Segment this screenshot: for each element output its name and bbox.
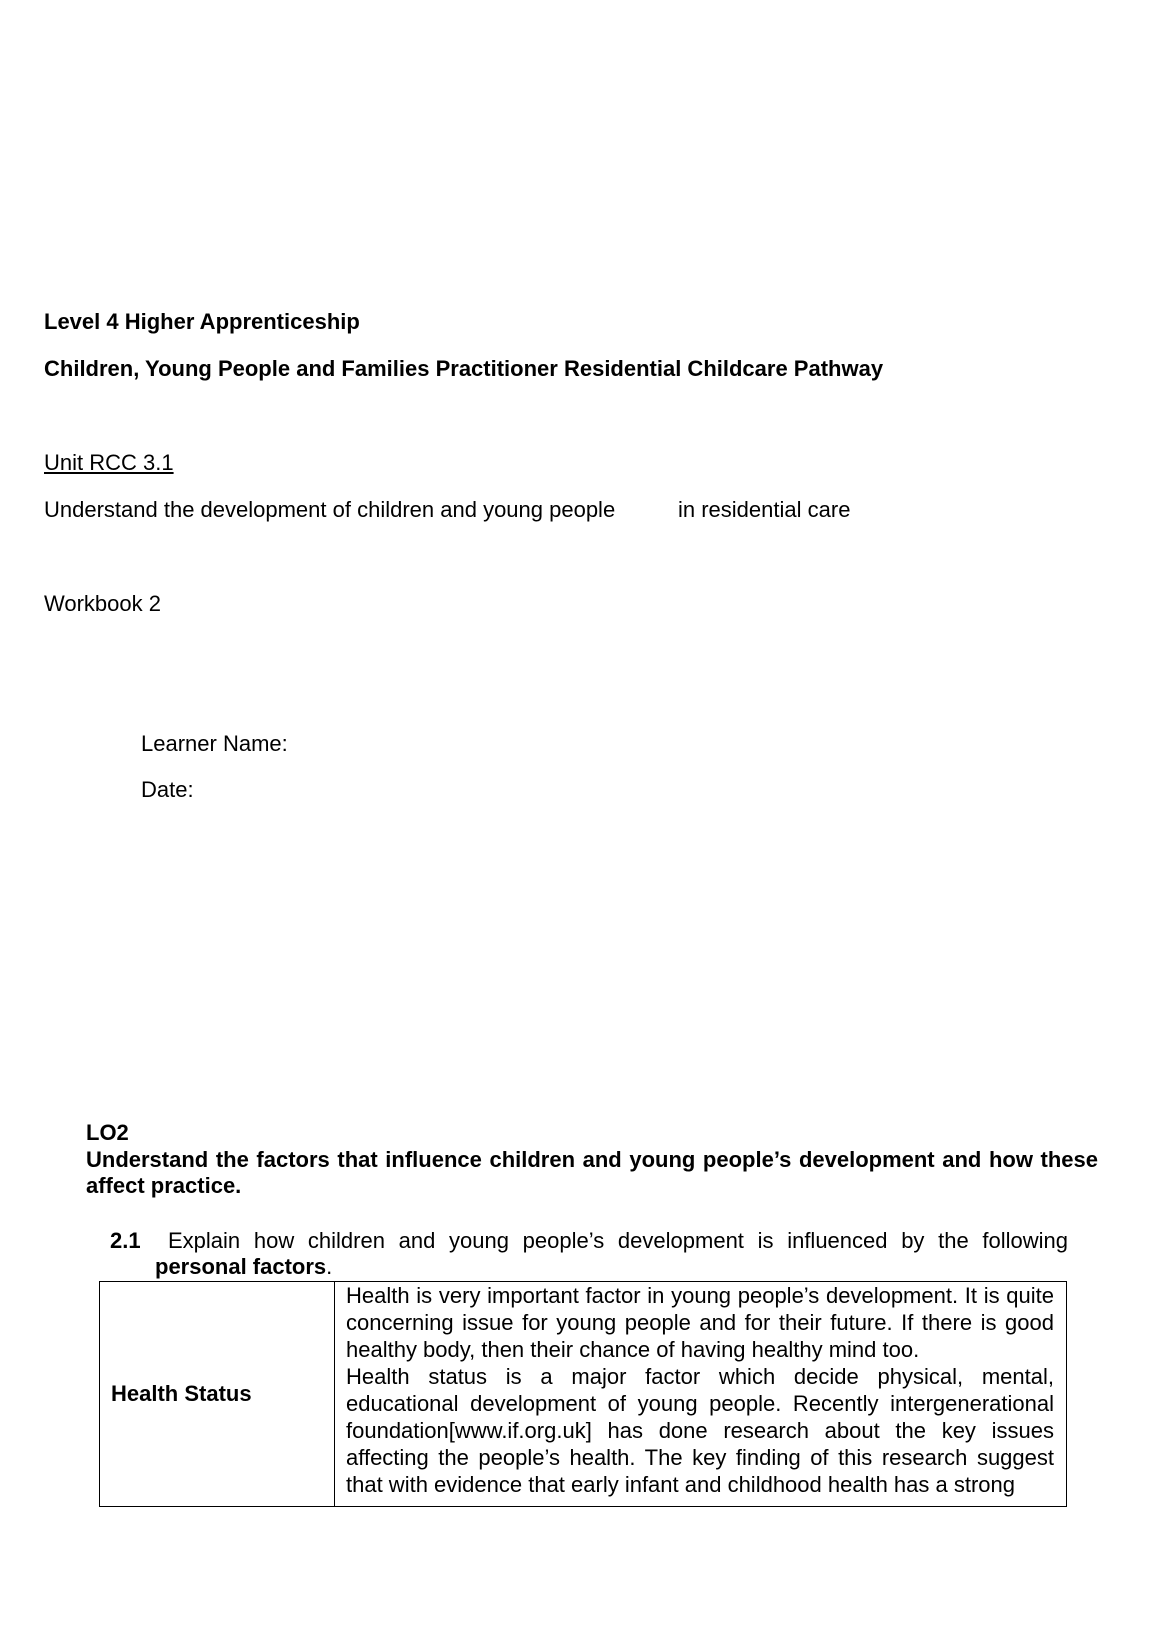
- unit-code: Unit RCC 3.1: [44, 450, 174, 475]
- qualification-title: Level 4 Higher Apprenticeship: [44, 309, 360, 334]
- date-label: Date:: [141, 777, 194, 802]
- question-2-1: [110, 1228, 1068, 1280]
- learning-outcome-description: Understand the factors that influence children and young people’s development and how these affect practice.: [86, 1147, 1098, 1198]
- answer-paragraph: Health status is a major factor which decide physical, mental, educational development of young people. Recently intergenerational foundation[www.if.org.uk] has done research about the key issues affecting the people’s health. The key finding of this research suggest that with evidence that early infant and childhood health has a strong: [346, 1364, 1054, 1497]
- learning-outcome-code: LO2: [86, 1120, 129, 1145]
- factor-answer: [346, 1282, 1054, 1506]
- pathway-title: Children, Young People and Families Practitioner Residential Childcare Pathway: [44, 356, 884, 381]
- factor-label: Health Status: [100, 1282, 335, 1507]
- question-text: Explain how children and young people’s development is influenced by the following: [168, 1228, 1069, 1253]
- table-row: [100, 1282, 1067, 1507]
- unit-title-continued: in residential care: [678, 497, 851, 522]
- answer-paragraph: Health is very important factor in young people’s development. It is quite concerning issue for young people and for their future. If there is good healthy body, then their chance of having healthy mind too.: [346, 1283, 1054, 1362]
- workbook-label: Workbook 2: [44, 591, 161, 616]
- personal-factors-table: [99, 1281, 1067, 1507]
- factor-answer-cell[interactable]: [335, 1282, 1067, 1507]
- question-emphasis: personal factors: [155, 1254, 327, 1279]
- question-number: 2.1: [110, 1228, 141, 1253]
- unit-title: Understand the development of children and young people: [44, 497, 616, 522]
- learner-name-label: Learner Name:: [141, 731, 288, 756]
- question-trailing: .: [326, 1254, 333, 1279]
